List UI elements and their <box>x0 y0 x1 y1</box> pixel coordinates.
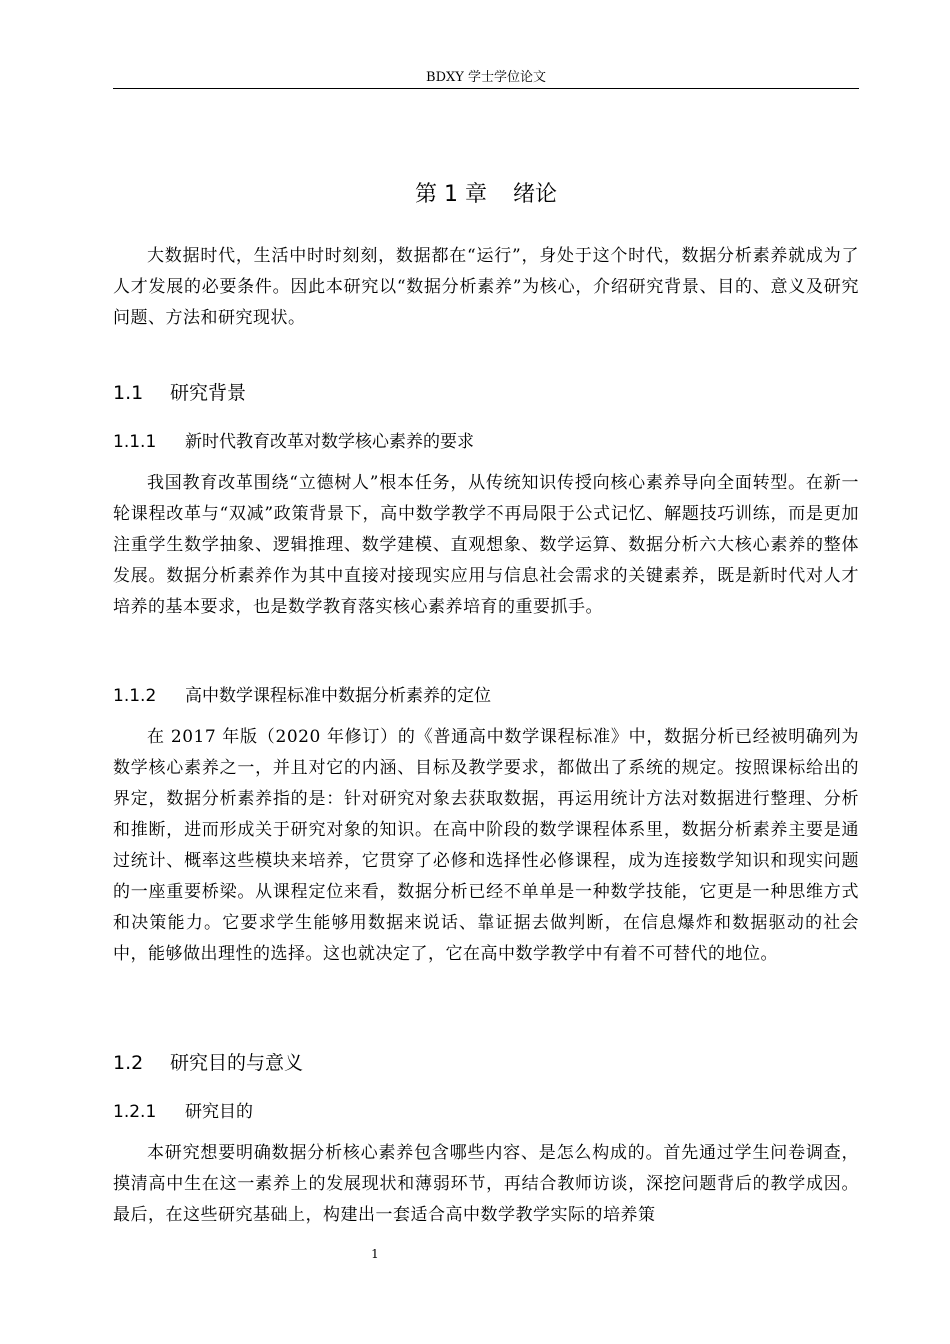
subsection-number: 1.2.1 <box>113 1102 157 1122</box>
paragraph-1-1-2: 在 2017 年版（2020 年修订）的《普通高中数学课程标准》中，数据分析已经被明确列为数学核心素养之一，并且对它的内涵、目标及教学要求，都做出了系统的规定。按照课标给出的界定，数据分析素养指的是：针对研究对象去获取数据，再运用统计方法对数据进行整理、分析和推断，进而形成关于研究对象的知识。在高中阶段的数学课程体系里，数据分析素养主要是通过统计、概率这些模块来培养，它贯穿了必修和选择性必修课程，成为连接数学知识和现实问题的一座重要桥梁。从课程定位来看，数据分析已经不单单是一种数学技能，它更是一种思维方式和决策能力。它要求学生能够用数据来说话、靠证据去做判断，在信息爆炸和数据驱动的社会中，能够做出理性的选择。这也就决定了，它在高中数学教学中有着不可替代的地位。 <box>113 727 859 964</box>
paragraph-1-2-1: 本研究想要明确数据分析核心素养包含哪些内容、是怎么构成的。首先通过学生问卷调查，摸清高中生在这一素养上的发展现状和薄弱环节，再结合教师访谈，深挖问题背后的教学成因。最后，在这些研究基础上，构建出一套适合高中数学教学实际的培养策 <box>113 1143 859 1225</box>
section-number: 1.1 <box>113 382 144 404</box>
chapter-title <box>113 178 859 212</box>
section-title: 研究背景 <box>170 382 247 404</box>
chapter-number: 第 1 章 <box>415 182 487 207</box>
subsection-heading-1-1-2 <box>113 683 859 709</box>
page-number: 1 <box>371 1247 379 1261</box>
section-title: 研究目的与意义 <box>170 1052 304 1074</box>
subsection-title: 研究目的 <box>185 1102 253 1122</box>
subsection-heading-1-1-1 <box>113 429 859 455</box>
section-number: 1.2 <box>113 1052 144 1074</box>
subsection-heading-1-2-1 <box>113 1099 859 1125</box>
subsection-title: 新时代教育改革对数学核心素养的要求 <box>185 432 474 452</box>
subsection-title: 高中数学课程标准中数据分析素养的定位 <box>185 686 491 706</box>
subsection-number: 1.1.1 <box>113 432 157 452</box>
paragraph-1-1-1: 我国教育改革围绕“立德树人”根本任务，从传统知识传授向核心素养导向全面转型。在新一轮课程改革与“双减”政策背景下，高中数学教学不再局限于公式记忆、解题技巧训练，而是更加注重学生数学抽象、逻辑推理、数学建模、直观想象、数学运算、数据分析六大核心素养的整体发展。数据分析素养作为其中直接对接现实应用与信息社会需求的关键素养，既是新时代对人才培养的基本要求，也是数学教育落实核心素养培育的重要抓手。 <box>113 473 859 617</box>
header-divider <box>113 88 859 89</box>
running-header: BDXY 学士学位论文 <box>426 70 546 85</box>
subsection-number: 1.1.2 <box>113 686 157 706</box>
intro-paragraph: 大数据时代，生活中时时刻刻，数据都在“运行”，身处于这个时代，数据分析素养就成为了人才发展的必要条件。因此本研究以“数据分析素养”为核心，介绍研究背景、目的、意义及研究问题、方法和研究现状。 <box>113 246 859 328</box>
chapter-name: 绪论 <box>512 182 557 207</box>
section-heading-1-2 <box>113 1049 859 1077</box>
section-heading-1-1 <box>113 379 859 407</box>
